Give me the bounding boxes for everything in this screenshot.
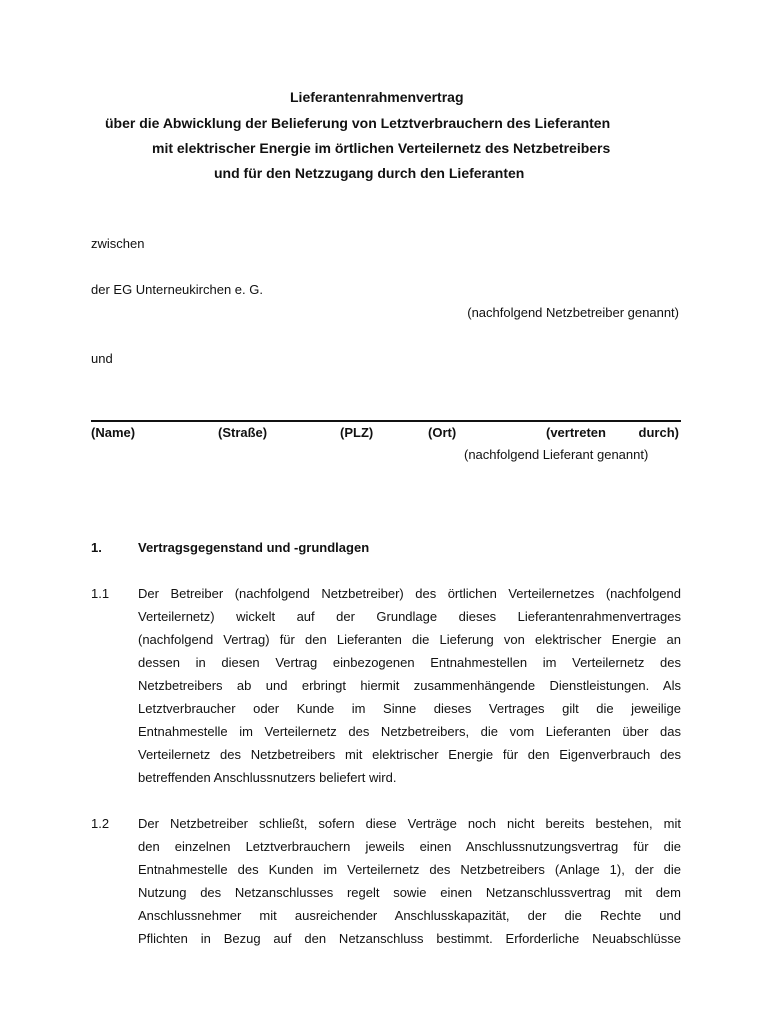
- supplier-field-by: durch): [638, 425, 679, 440]
- supplier-field-name: (Name): [91, 425, 136, 440]
- clause-line: Pflichten in Bezug auf den Netzanschluss bestimmt. Erforderliche Neuabschlüsse: [138, 931, 681, 946]
- clause-line: Nutzung des Netzanschlusses regelt sowie einen Netzanschlussvertrag mit dem: [138, 885, 681, 900]
- document-subtitle-line-1: über die Abwicklung der Belieferung von Letztverbrauchern des Lieferanten: [105, 115, 611, 131]
- clause-line: Entnahmestelle im Verteilernetz des Netzbetreibers, die vom Lieferanten über das: [138, 724, 681, 739]
- clause-line: Entnahmestelle des Kunden im Verteilernetz des Netzbetreibers (Anlage 1), der die: [138, 862, 681, 877]
- clause-line: Letztverbraucher oder Kunde im Sinne dieses Vertrages gilt die jeweilige: [138, 701, 681, 716]
- network-operator-note: (nachfolgend Netzbetreiber genannt): [467, 305, 679, 320]
- clause-line: Der Betreiber (nachfolgend Netzbetreiber) des örtlichen Verteilernetzes (nachfolgend: [138, 586, 681, 601]
- clause-line: Verteilernetz des Netzbetreibers mit elektrischer Energie für den Eigenverbrauch des: [138, 747, 681, 762]
- clause-1-1-text: [138, 582, 681, 789]
- network-operator-name: der EG Unterneukirchen e. G.: [91, 282, 263, 297]
- clause-line: Der Netzbetreiber schließt, sofern diese Verträge noch nicht bereits bestehen, mit: [138, 816, 681, 831]
- clause-1-2-number: 1.2: [91, 816, 110, 831]
- supplier-note: (nachfolgend Lieferant genannt): [464, 447, 649, 462]
- clause-line: Anschlussnehmer mit ausreichender Anschlusskapazität, der die Rechte und: [138, 908, 681, 923]
- clause-line: Netzbetreibers ab und erbringt hiermit zusammenhängende Dienstleistungen. Als: [138, 678, 681, 693]
- clause-line: den einzelnen Letztverbrauchern jeweils einen Anschlussnutzungsvertrag für die: [138, 839, 681, 854]
- between-label: zwischen: [91, 236, 145, 251]
- supplier-field-city: (Ort): [428, 425, 457, 440]
- supplier-field-represented: (vertreten: [546, 425, 606, 440]
- clause-1-2-text: [138, 812, 681, 950]
- supplier-signature-line: [91, 420, 681, 422]
- section-1-heading: Vertragsgegenstand und -grundlagen: [138, 540, 370, 555]
- supplier-field-zip: (PLZ): [340, 425, 374, 440]
- document-title: Lieferantenrahmenvertrag: [290, 89, 464, 105]
- clause-line: dessen in diesen Vertrag einbezogenen Entnahmestellen im Verteilernetz des: [138, 655, 681, 670]
- document-subtitle-line-2: mit elektrischer Energie im örtlichen Verteilernetz des Netzbetreibers: [152, 140, 611, 156]
- clause-line: betreffenden Anschlussnutzers beliefert wird.: [138, 770, 397, 785]
- clause-line: Verteilernetz) wickelt auf der Grundlage dieses Lieferantenrahmenvertrages: [138, 609, 681, 624]
- and-label: und: [91, 351, 113, 366]
- supplier-field-street: (Straße): [218, 425, 268, 440]
- clause-1-1-number: 1.1: [91, 586, 110, 601]
- section-1-number: 1.: [91, 540, 102, 555]
- document-subtitle-line-3: und für den Netzzugang durch den Lieferanten: [214, 165, 525, 181]
- clause-line: (nachfolgend Vertrag) für den Lieferanten die Lieferung von elektrischer Energie an: [138, 632, 681, 647]
